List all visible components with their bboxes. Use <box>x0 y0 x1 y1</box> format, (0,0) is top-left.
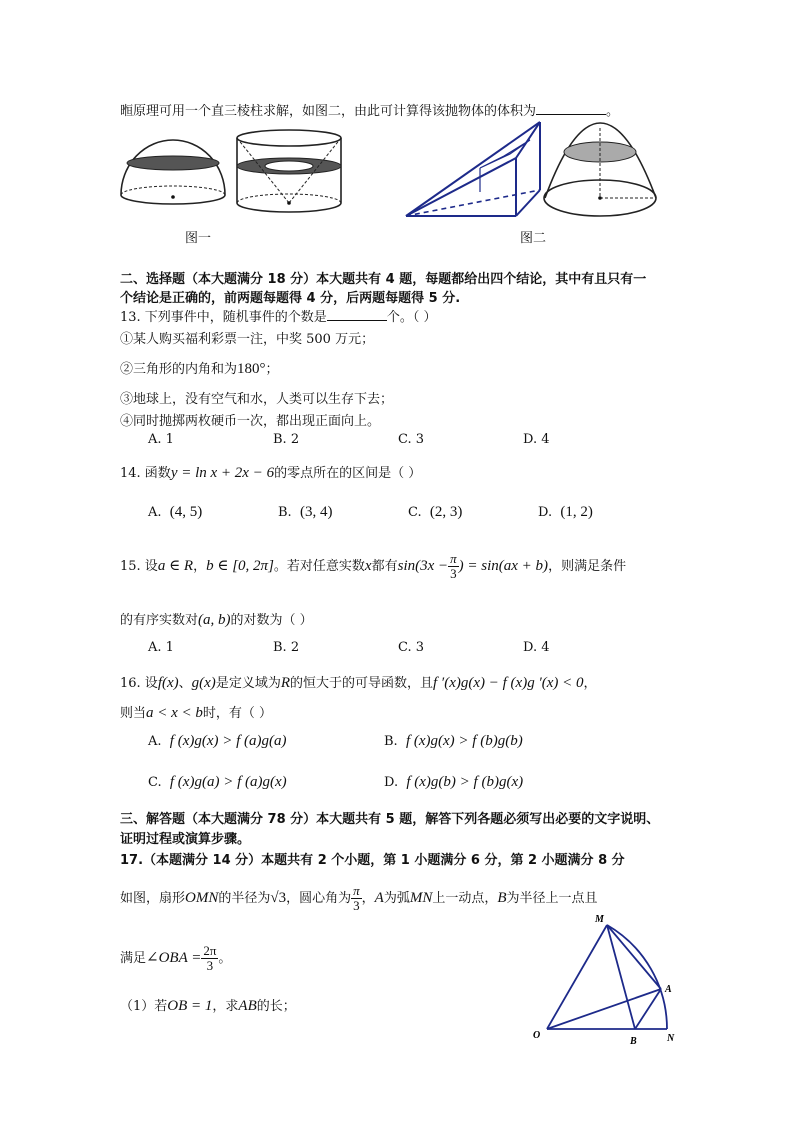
cylinder-top <box>237 130 341 146</box>
q16-option-b[interactable]: B. f (x)g(x) > f (b)g(b) <box>384 733 523 749</box>
q17-header: 17.（本题满分 14 分）本题共有 2 个小题，第 1 小题满分 6 分，第 2 小题满分 8 分 <box>120 853 625 868</box>
section-two-line2: 个结论是正确的，前两题每题得 4 分，后两题每题得 5 分. <box>120 291 461 306</box>
section-two-line1: 二、选择题（本大题满分 18 分）本大题共有 4 题，每题都给出四个结论，其中有且只有一 <box>120 272 647 287</box>
q16-stem: 16. 设f(x)、g(x)是定义域为R的恒大于的可导函数，且f ′(x)g(x) − f (x)g ′(x) < 0， <box>120 675 597 691</box>
q15-option-b[interactable]: B. 2 <box>273 640 300 655</box>
radius-OM <box>547 925 607 1029</box>
q15-stem: 15. 设a ∈ R，b ∈ [0, 2π]。若对任意实数x都有sin(3x − $\frac{\pi}{3}$ ) = sin(ax + b)，则满足条件 <box>120 551 627 581</box>
q14-option-c[interactable]: C. (2, 3) <box>408 504 463 520</box>
q15-option-d[interactable]: D. 4 <box>523 640 550 655</box>
q15-option-c[interactable]: C. 3 <box>398 640 425 655</box>
q15-option-a[interactable]: A. 1 <box>148 640 174 655</box>
segment-AB <box>635 989 661 1029</box>
q13-option-c[interactable]: C. 3 <box>398 432 425 447</box>
q14-option-b[interactable]: B. (3, 4) <box>278 504 333 520</box>
q16-line2: 则当a < x < b时，有（ ） <box>120 705 273 721</box>
intro-line: 暅原理可用一个直三棱柱求解，如图二，由此可计算得该抛物体的体积为 。 <box>120 104 620 119</box>
q15-line2: 的有序实数对(a, b)的对数为（ ） <box>120 612 313 628</box>
q13-option-d[interactable]: D. 4 <box>523 432 550 447</box>
figure-two <box>400 118 670 226</box>
answer-blank[interactable] <box>536 114 606 115</box>
figure-one <box>115 125 355 220</box>
q13-item2: ②三角形的内角和为180°； <box>120 361 279 377</box>
label-N: N <box>667 1033 675 1044</box>
arc-MN <box>607 925 667 1029</box>
q13-option-b[interactable]: B. 2 <box>273 432 300 447</box>
segment-OA <box>547 989 661 1029</box>
q17-part1: （1）若OB = 1，求AB的长； <box>120 998 296 1014</box>
sector-figure <box>525 905 690 1055</box>
q13-item3: ③地球上，没有空气和水，人类可以生存下去； <box>120 392 394 407</box>
q14-option-a[interactable]: A. (4, 5) <box>148 504 203 520</box>
label-O: O <box>533 1030 541 1041</box>
q16-option-a[interactable]: A. f (x)g(x) > f (a)g(a) <box>148 733 287 749</box>
q13-item4: ④同时抛掷两枚硬币一次，都出现正面向上。 <box>120 414 381 429</box>
section-three-line2: 证明过程或演算步骤。 <box>120 832 251 847</box>
label-B: B <box>630 1036 637 1047</box>
q14-stem: 14. 函数y = ln x + 2x − 6的零点所在的区间是（ ） <box>120 465 422 481</box>
hemisphere-section <box>127 156 219 170</box>
figure-two-caption: 图二 <box>520 231 547 246</box>
q13-stem: 13. 下列事件中，随机事件的个数是 个。（ ） <box>120 310 437 325</box>
section-three-line1: 三、解答题（本大题满分 78 分）本大题共有 5 题，解答下列各题必须写出必要的文字说明、 <box>120 812 660 827</box>
figure-one-caption: 图一 <box>185 231 212 246</box>
q13-option-a[interactable]: A. 1 <box>148 432 174 447</box>
q14-option-d[interactable]: D. (1, 2) <box>538 504 593 520</box>
q17-line1: 如图，扇形OMN的半径为√3，圆心角为 $\frac{\pi}{3}$ ，A为弧MN上一动点，B为半径上一点且 <box>120 883 598 913</box>
label-M: M <box>595 914 604 925</box>
q13-blank[interactable] <box>327 320 387 321</box>
label-A: A <box>665 984 672 995</box>
q13-item1: ①某人购买福利彩票一注，中奖 500 万元； <box>120 332 375 347</box>
q17-line2: 满足∠OBA = $\frac{2\pi}{3}$ 。 <box>120 943 232 973</box>
q16-option-d[interactable]: D. f (x)g(b) > f (b)g(x) <box>384 774 524 790</box>
q16-option-c[interactable]: C. f (x)g(a) > f (a)g(x) <box>148 774 287 790</box>
